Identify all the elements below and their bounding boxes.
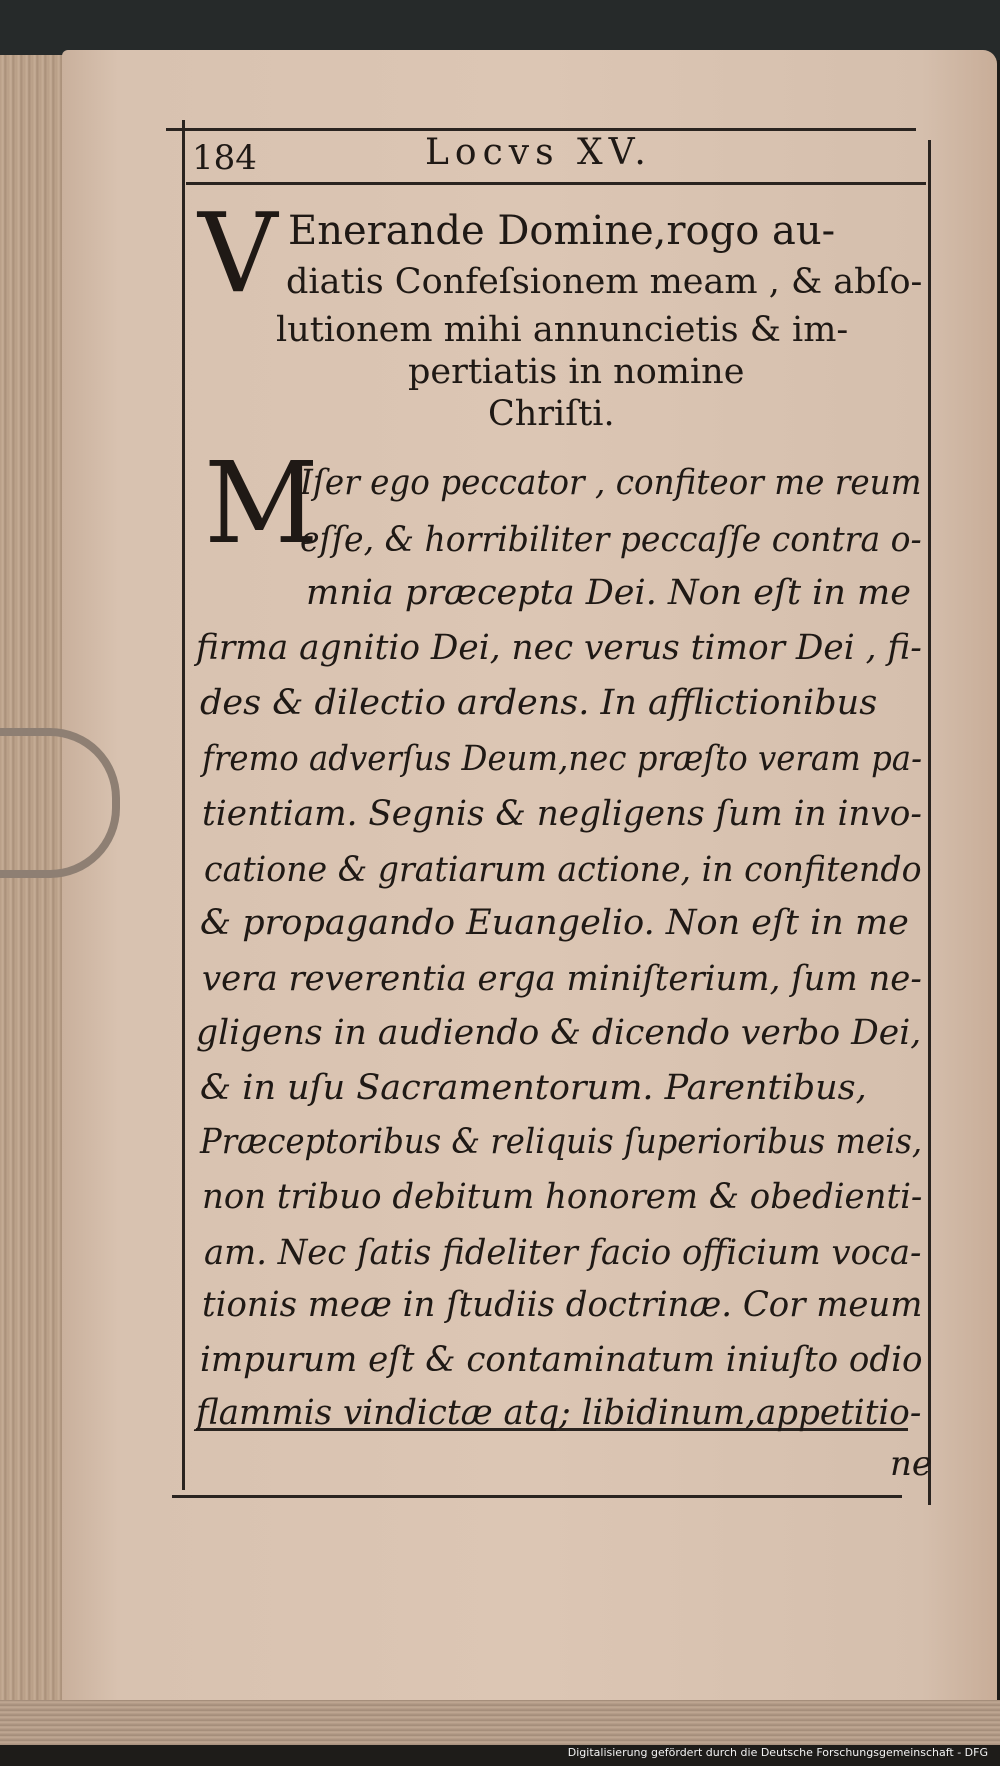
confession-line: gligens in audiendo & dicendo verbo Dei, xyxy=(196,1013,922,1053)
confession-line: eſſe, & horribiliter peccaſſe contra o- xyxy=(300,520,922,560)
book-bottom-edges xyxy=(0,1700,1000,1745)
confession-line: & in uſu Sacramentorum. Parentibus, xyxy=(200,1068,867,1108)
confession-line: am. Nec ſatis fideliter facio officium voca- xyxy=(204,1233,922,1273)
confession-line: impurum eſt & contaminatum iniuſto odio xyxy=(200,1340,923,1380)
confession-line: firma agnitio Dei, nec verus timor Dei , fi- xyxy=(196,628,922,668)
confession-line: Præceptoribus & reliquis ſuperioribus meis, xyxy=(200,1122,923,1162)
frame-rule-bottom xyxy=(172,1495,902,1498)
prayer-line: Enerande Domine,rogo au- xyxy=(288,208,836,254)
confession-line: vera reverentia erga miniſterium, ſum ne- xyxy=(202,959,922,999)
frame-rule-right xyxy=(928,140,931,1505)
frame-rule-top xyxy=(166,128,916,131)
confession-line: mnia præcepta Dei. Non eſt in me xyxy=(306,573,911,613)
confession-initial: M xyxy=(204,439,319,569)
confession-line: tionis meæ in ſtudiis doctrinæ. Cor meum xyxy=(202,1285,923,1325)
prayer-line: lutionem mihi annuncietis & im- xyxy=(276,310,849,350)
prayer-line: diatis Confeſsionem meam , & abſo- xyxy=(286,262,923,302)
prayer-initial: V xyxy=(198,189,278,317)
confession-line: non tribuo debitum honorem & obedienti- xyxy=(202,1177,923,1217)
header-rule xyxy=(186,182,926,185)
prayer-line: Chriſti. xyxy=(488,394,615,434)
confession-line: tientiam. Segnis & negligens ſum in invo- xyxy=(202,794,922,834)
catchword: ne xyxy=(890,1444,933,1484)
confession-line: catione & gratiarum actione, in confitendo xyxy=(204,850,922,890)
confession-line: fremo adverſus Deum,nec præſto veram pa- xyxy=(202,739,922,779)
prayer-line: pertiatis in nomine xyxy=(408,352,745,392)
confession-line: flammis vindictæ atq; libidinum,appetitio- xyxy=(196,1393,922,1433)
running-title: Locvs XV. xyxy=(425,132,652,173)
frame-rule-left xyxy=(182,120,185,1490)
confession-line: Iſer ego peccator , confiteor me reum xyxy=(300,463,922,503)
confession-line: des & dilectio ardens. In afflictionibus xyxy=(200,683,878,723)
digitization-credit: Digitalisierung gefördert durch die Deutsche Forschungsgemeinschaft - DFG xyxy=(567,1746,988,1759)
page-number: 184 xyxy=(192,138,257,178)
confession-line: & propagando Euangelio. Non eſt in me xyxy=(200,903,909,943)
